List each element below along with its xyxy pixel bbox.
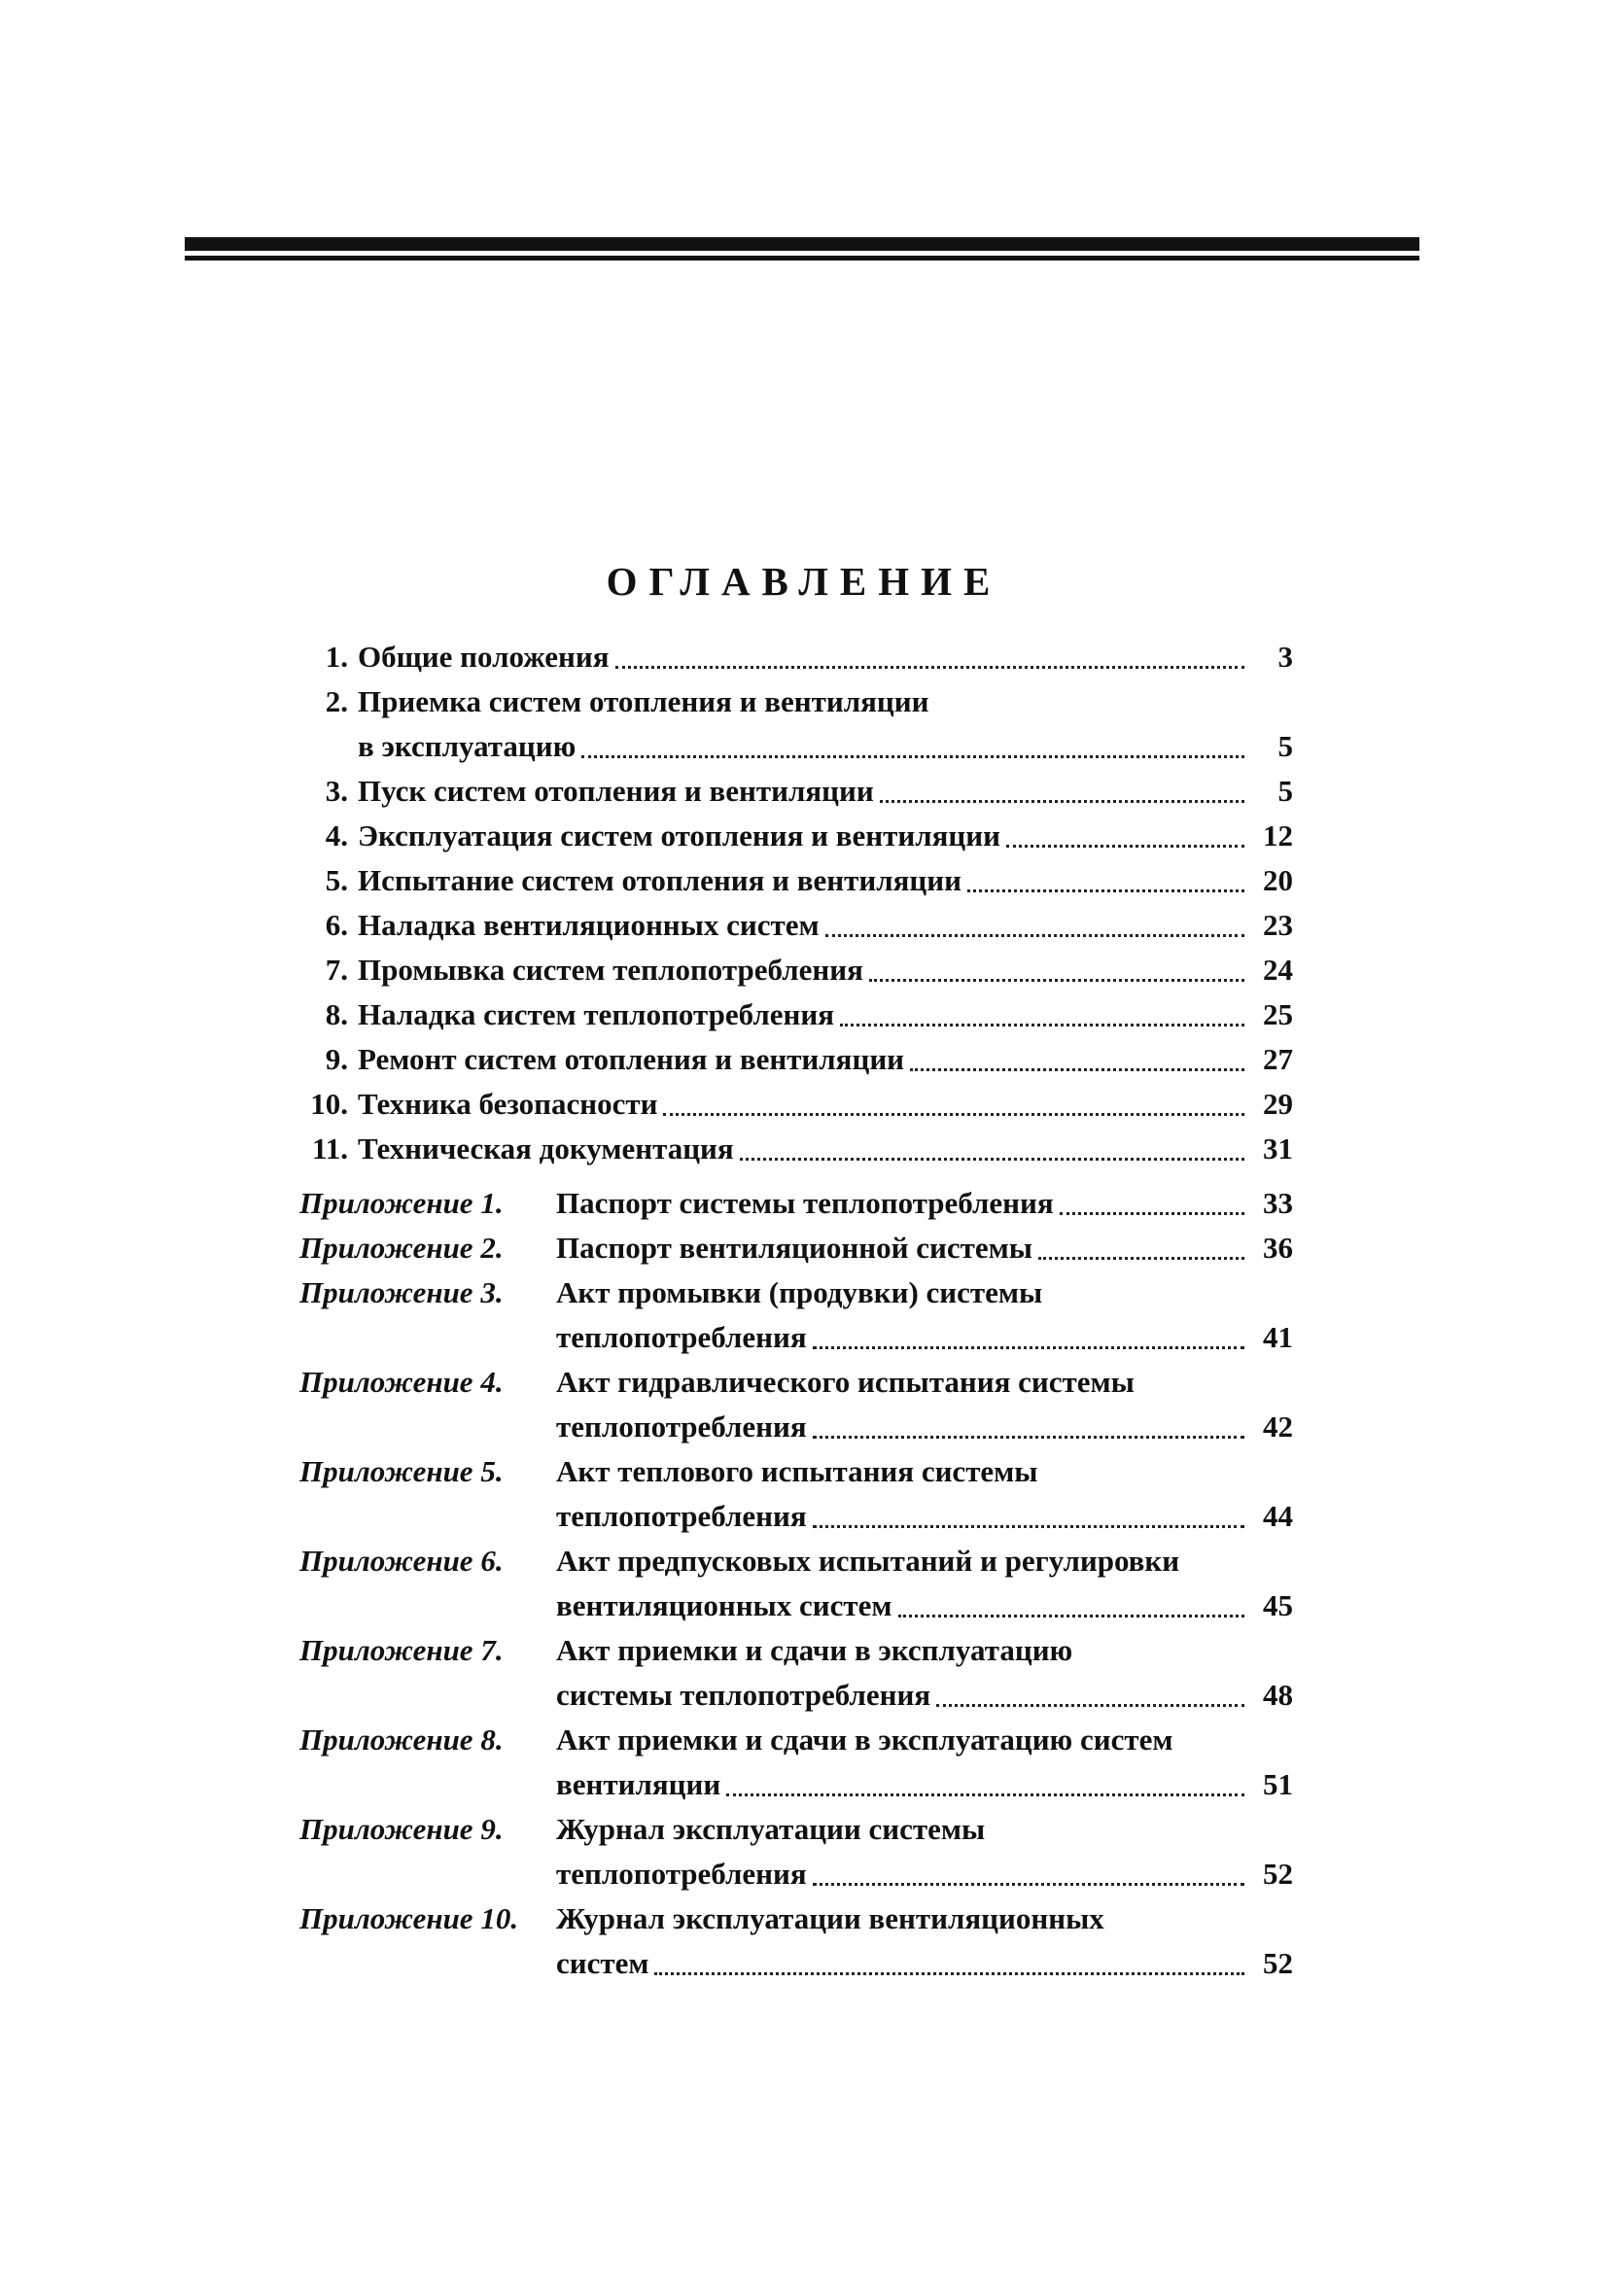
appendix-title-text: теплопотребления bbox=[556, 1857, 807, 1891]
chapter-title-text: Наладка вентиляционных систем bbox=[358, 908, 820, 942]
page-number: 42 bbox=[1263, 1409, 1293, 1444]
chapter-number: 7. bbox=[325, 953, 348, 987]
dot-leader bbox=[813, 1883, 1244, 1886]
dot-leader bbox=[1006, 845, 1244, 848]
chapter-title-text: в эксплуатацию bbox=[358, 729, 577, 763]
page-number: 52 bbox=[1263, 1946, 1293, 1980]
page-number: 41 bbox=[1263, 1320, 1293, 1354]
appendix-title-text: теплопотребления bbox=[556, 1320, 807, 1354]
appendix-title-text: Паспорт вентиляционной системы bbox=[556, 1231, 1032, 1265]
chapter-number: 5. bbox=[325, 863, 348, 897]
chapter-line-with-leader bbox=[358, 637, 1293, 678]
chapter-title-text: Общие положения bbox=[358, 640, 610, 674]
appendix-line-with-leader bbox=[556, 1317, 1293, 1358]
appendix-title-text: Паспорт системы теплопотребления bbox=[556, 1186, 1054, 1220]
dot-leader bbox=[654, 1972, 1244, 1975]
dot-leader bbox=[840, 1024, 1244, 1026]
chapter-line-with-leader bbox=[358, 994, 1293, 1035]
appendix-title-text: Акт предпусковых испытаний и регулировки bbox=[556, 1544, 1180, 1578]
chapter-line-with-leader bbox=[358, 1129, 1293, 1169]
chapter-line-with-leader bbox=[358, 726, 1293, 767]
dot-leader bbox=[813, 1346, 1244, 1349]
page-number: 20 bbox=[1263, 863, 1293, 897]
chapter-title-text: Техника безопасности bbox=[358, 1087, 658, 1121]
chapter-number: 2. bbox=[325, 684, 348, 718]
appendix-line-with-leader bbox=[556, 1764, 1293, 1805]
appendix-line-with-leader bbox=[556, 1228, 1293, 1269]
dot-leader bbox=[663, 1113, 1244, 1116]
page-number: 45 bbox=[1263, 1588, 1293, 1622]
page-number: 27 bbox=[1263, 1042, 1293, 1076]
appendix-title-text: Журнал эксплуатации системы bbox=[556, 1812, 986, 1846]
dot-leader bbox=[825, 934, 1244, 937]
appendix-title-text: вентиляции bbox=[556, 1767, 721, 1801]
appendix-label: Приложение 5. bbox=[299, 1454, 504, 1488]
chapter-title-text: Эксплуатация систем отопления и вентиляции bbox=[358, 818, 1000, 852]
page-number: 29 bbox=[1263, 1087, 1293, 1121]
appendix-title-text: систем bbox=[556, 1946, 649, 1980]
dot-leader bbox=[813, 1525, 1244, 1528]
chapter-number: 11. bbox=[311, 1131, 348, 1165]
chapter-line-with-leader bbox=[358, 1039, 1293, 1080]
page-number: 33 bbox=[1263, 1186, 1293, 1220]
page-title: ОГЛАВЛЕНИЕ bbox=[606, 559, 1002, 604]
page-number: 48 bbox=[1263, 1678, 1293, 1712]
appendix-label: Приложение 10. bbox=[299, 1901, 519, 1935]
chapter-line-with-leader bbox=[358, 1084, 1293, 1125]
page-number: 51 bbox=[1263, 1767, 1293, 1801]
chapter-number: 8. bbox=[325, 997, 348, 1031]
page-number: 36 bbox=[1263, 1231, 1293, 1265]
dot-leader bbox=[898, 1615, 1245, 1618]
chapter-title-text: Испытание систем отопления и вентиляции bbox=[358, 863, 961, 897]
page-number: 25 bbox=[1263, 997, 1293, 1031]
dot-leader bbox=[869, 979, 1244, 982]
dot-leader bbox=[740, 1158, 1244, 1161]
chapter-number: 1. bbox=[325, 640, 348, 674]
dot-leader bbox=[1038, 1257, 1244, 1260]
appendix-line-with-leader bbox=[556, 1675, 1293, 1716]
chapter-line-with-leader bbox=[358, 816, 1293, 856]
appendix-title-text: Акт гидравлического испытания системы bbox=[556, 1365, 1135, 1399]
dot-leader bbox=[967, 889, 1244, 892]
appendix-title-text: теплопотребления bbox=[556, 1499, 807, 1533]
chapter-number: 6. bbox=[325, 908, 348, 942]
chapter-number: 4. bbox=[325, 818, 348, 852]
dot-leader bbox=[936, 1704, 1244, 1707]
dot-leader bbox=[1060, 1212, 1244, 1215]
appendix-label: Приложение 3. bbox=[299, 1275, 504, 1309]
page-number: 23 bbox=[1263, 908, 1293, 942]
chapter-line-with-leader bbox=[358, 905, 1293, 946]
page-number: 5 bbox=[1277, 774, 1293, 808]
chapter-title-text: Пуск систем отопления и вентиляции bbox=[358, 774, 874, 808]
chapter-number: 9. bbox=[325, 1042, 348, 1076]
chapter-number: 3. bbox=[325, 774, 348, 808]
appendix-label: Приложение 9. bbox=[299, 1812, 504, 1846]
appendix-title-text: теплопотребления bbox=[556, 1409, 807, 1444]
appendix-line-with-leader bbox=[556, 1183, 1293, 1224]
appendix-line-with-leader bbox=[556, 1496, 1293, 1537]
appendix-label: Приложение 1. bbox=[299, 1186, 504, 1220]
appendix-title-text: вентиляционных систем bbox=[556, 1588, 892, 1622]
appendix-line-with-leader bbox=[556, 1943, 1293, 1984]
page-number: 31 bbox=[1263, 1131, 1293, 1165]
appendix-line-with-leader bbox=[556, 1585, 1293, 1626]
chapter-title-text: Наладка систем теплопотребления bbox=[358, 997, 835, 1031]
appendix-label: Приложение 6. bbox=[299, 1544, 504, 1578]
appendix-line-with-leader bbox=[556, 1854, 1293, 1895]
appendix-title-text: Акт приемки и сдачи в эксплуатацию bbox=[556, 1633, 1073, 1667]
header-rule-thin bbox=[185, 256, 1419, 261]
appendix-line-with-leader bbox=[556, 1407, 1293, 1447]
chapter-line-with-leader bbox=[358, 771, 1293, 812]
chapter-title-text: Ремонт систем отопления и вентиляции bbox=[358, 1042, 905, 1076]
appendix-label: Приложение 4. bbox=[299, 1365, 504, 1399]
dot-leader bbox=[880, 800, 1244, 803]
appendix-title-text: Акт теплового испытания системы bbox=[556, 1454, 1038, 1488]
page-number: 12 bbox=[1263, 818, 1293, 852]
appendix-title-text: Акт промывки (продувки) системы bbox=[556, 1275, 1043, 1309]
header-rule-thick bbox=[185, 237, 1419, 251]
dot-leader bbox=[910, 1068, 1244, 1071]
appendix-label: Приложение 7. bbox=[299, 1633, 504, 1667]
appendix-label: Приложение 8. bbox=[299, 1722, 504, 1757]
dot-leader bbox=[813, 1436, 1244, 1439]
chapter-title-text: Техническая документация bbox=[358, 1131, 734, 1165]
chapter-title-text: Приемка систем отопления и вентиляции bbox=[358, 684, 929, 718]
page-number: 44 bbox=[1263, 1499, 1293, 1533]
page-number: 24 bbox=[1263, 953, 1293, 987]
chapter-title-text: Промывка систем теплопотребления bbox=[358, 953, 863, 987]
chapter-line-with-leader bbox=[358, 950, 1293, 991]
page-number: 3 bbox=[1277, 640, 1293, 674]
dot-leader bbox=[581, 755, 1244, 758]
page-number: 52 bbox=[1263, 1857, 1293, 1891]
appendix-title-text: Акт приемки и сдачи в эксплуатацию систем bbox=[556, 1722, 1173, 1757]
page-number: 5 bbox=[1277, 729, 1293, 763]
appendix-title-text: Журнал эксплуатации вентиляционных bbox=[556, 1901, 1104, 1935]
dot-leader bbox=[615, 666, 1244, 669]
appendix-label: Приложение 2. bbox=[299, 1231, 504, 1265]
chapter-line-with-leader bbox=[358, 860, 1293, 901]
dot-leader bbox=[726, 1793, 1244, 1796]
chapter-number: 10. bbox=[310, 1087, 348, 1121]
appendix-title-text: системы теплопотребления bbox=[556, 1678, 931, 1712]
